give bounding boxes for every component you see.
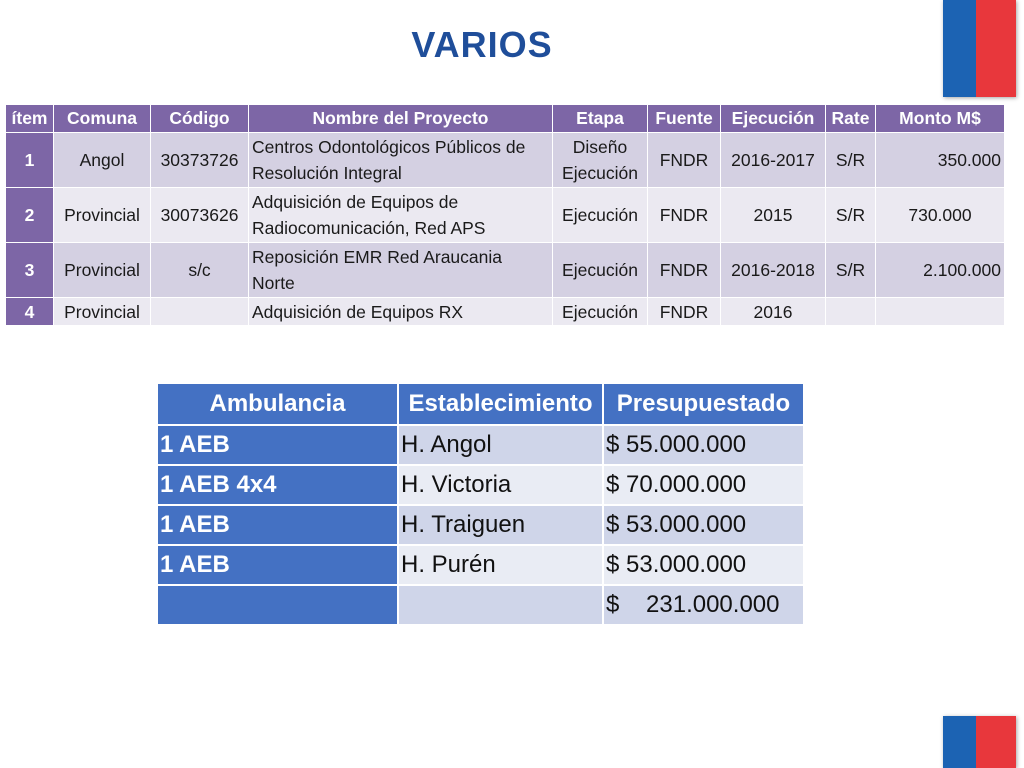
ambulancia-cell bbox=[157, 585, 398, 625]
nombre-cell: Adquisición de Equipos RX bbox=[249, 298, 553, 326]
presupuestado-cell: $ 53.000.000 bbox=[603, 545, 804, 585]
ambulances-table bbox=[156, 382, 805, 626]
table-row bbox=[6, 133, 1005, 188]
header-ejecucion: Ejecución bbox=[721, 105, 826, 133]
establecimiento-cell: H. Purén bbox=[398, 545, 603, 585]
establecimiento-cell: H. Angol bbox=[398, 425, 603, 465]
total-presupuestado-cell: $ 231.000.000 bbox=[603, 585, 804, 625]
header-fuente: Fuente bbox=[648, 105, 721, 133]
comuna-cell: Provincial bbox=[54, 298, 151, 326]
nombre-cell: Reposición EMR Red Araucania Norte bbox=[249, 243, 553, 298]
nombre-cell: Centros Odontológicos Públicos de Resolución Integral bbox=[249, 133, 553, 188]
total-row bbox=[157, 585, 804, 625]
etapa-cell: Ejecución bbox=[553, 298, 648, 326]
table-row bbox=[157, 545, 804, 585]
header-establecimiento: Establecimiento bbox=[398, 383, 603, 425]
table-row bbox=[157, 505, 804, 545]
codigo-cell: s/c bbox=[151, 243, 249, 298]
fuente-cell: FNDR bbox=[648, 188, 721, 243]
codigo-cell: 30073626 bbox=[151, 188, 249, 243]
ambulances-header-row bbox=[157, 383, 804, 425]
ambulancia-cell: 1 AEB bbox=[157, 505, 398, 545]
table-row bbox=[157, 425, 804, 465]
header-rate: Rate bbox=[826, 105, 876, 133]
header-comuna: Comuna bbox=[54, 105, 151, 133]
table-row bbox=[157, 465, 804, 505]
ambulancia-cell: 1 AEB bbox=[157, 425, 398, 465]
monto-cell: 730.000 bbox=[876, 188, 1005, 243]
presupuestado-cell: $ 53.000.000 bbox=[603, 505, 804, 545]
projects-table bbox=[5, 104, 1005, 326]
monto-cell: 350.000 bbox=[876, 133, 1005, 188]
header-item: ítem bbox=[6, 105, 54, 133]
item-cell: 2 bbox=[6, 188, 54, 243]
table-row bbox=[6, 243, 1005, 298]
rate-cell: S/R bbox=[826, 133, 876, 188]
comuna-cell: Angol bbox=[54, 133, 151, 188]
etapa-cell: Ejecución bbox=[553, 243, 648, 298]
item-cell: 1 bbox=[6, 133, 54, 188]
ambulancia-cell: 1 AEB 4x4 bbox=[157, 465, 398, 505]
codigo-cell bbox=[151, 298, 249, 326]
fuente-cell: FNDR bbox=[648, 243, 721, 298]
ejecucion-cell: 2016-2018 bbox=[721, 243, 826, 298]
monto-cell: 2.100.000 bbox=[876, 243, 1005, 298]
etapa-cell: Ejecución bbox=[553, 188, 648, 243]
fuente-cell: FNDR bbox=[648, 298, 721, 326]
ambulancia-cell: 1 AEB bbox=[157, 545, 398, 585]
item-cell: 4 bbox=[6, 298, 54, 326]
ejecucion-cell: 2016 bbox=[721, 298, 826, 326]
item-cell: 3 bbox=[6, 243, 54, 298]
chile-flag-logo bbox=[943, 0, 1016, 97]
chile-flag-footer-logo bbox=[943, 716, 1016, 768]
header-ambulancia: Ambulancia bbox=[157, 383, 398, 425]
presupuestado-cell: $ 70.000.000 bbox=[603, 465, 804, 505]
establecimiento-cell: H. Victoria bbox=[398, 465, 603, 505]
ejecucion-cell: 2016-2017 bbox=[721, 133, 826, 188]
header-presupuestado: Presupuestado bbox=[603, 383, 804, 425]
rate-cell bbox=[826, 298, 876, 326]
projects-header-row bbox=[6, 105, 1005, 133]
header-nombre: Nombre del Proyecto bbox=[249, 105, 553, 133]
presupuestado-cell: $ 55.000.000 bbox=[603, 425, 804, 465]
codigo-cell: 30373726 bbox=[151, 133, 249, 188]
rate-cell: S/R bbox=[826, 243, 876, 298]
header-codigo: Código bbox=[151, 105, 249, 133]
table-row bbox=[6, 188, 1005, 243]
header-etapa: Etapa bbox=[553, 105, 648, 133]
establecimiento-cell bbox=[398, 585, 603, 625]
nombre-cell: Adquisición de Equipos de Radiocomunicación, Red APS bbox=[249, 188, 553, 243]
fuente-cell: FNDR bbox=[648, 133, 721, 188]
comuna-cell: Provincial bbox=[54, 188, 151, 243]
comuna-cell: Provincial bbox=[54, 243, 151, 298]
header-monto: Monto M$ bbox=[876, 105, 1005, 133]
ejecucion-cell: 2015 bbox=[721, 188, 826, 243]
table-row bbox=[6, 298, 1005, 326]
etapa-cell: Diseño Ejecución bbox=[553, 133, 648, 188]
page-title: VARIOS bbox=[411, 24, 553, 65]
rate-cell: S/R bbox=[826, 188, 876, 243]
monto-cell bbox=[876, 298, 1005, 326]
establecimiento-cell: H. Traiguen bbox=[398, 505, 603, 545]
